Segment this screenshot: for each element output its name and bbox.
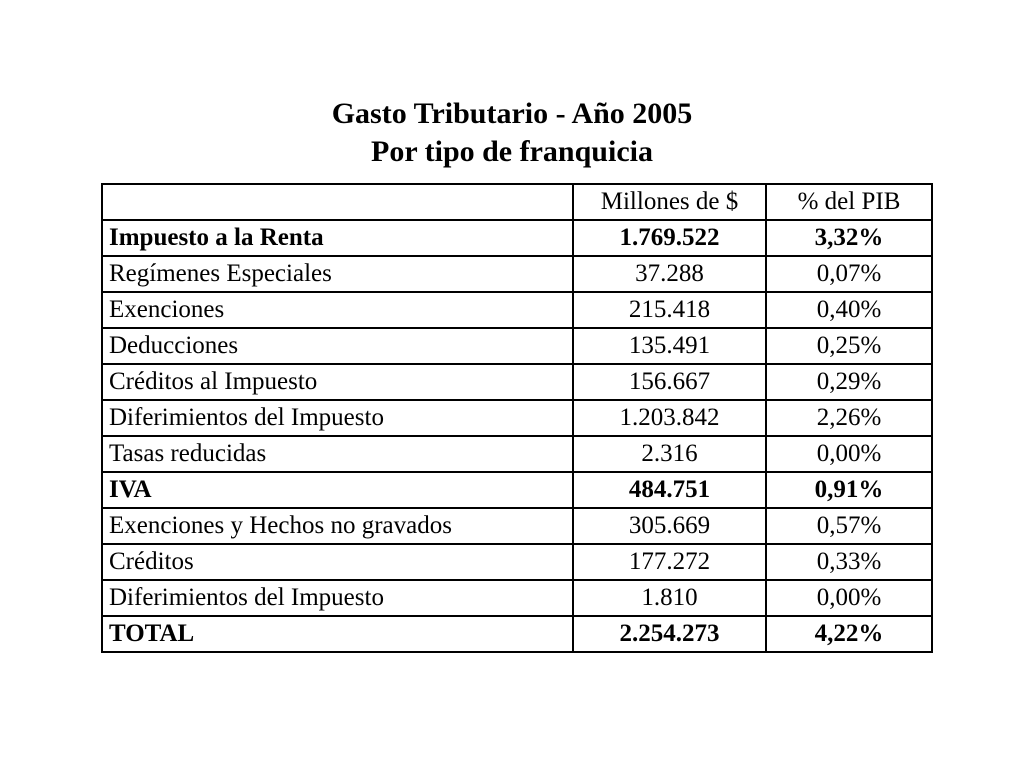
row-millones: 177.272: [573, 544, 766, 580]
table-row: [102, 580, 932, 616]
table-row: [102, 616, 932, 652]
row-millones: 305.669: [573, 508, 766, 544]
row-label: Impuesto a la Renta: [102, 220, 573, 256]
row-millones: 215.418: [573, 292, 766, 328]
row-label: IVA: [102, 472, 573, 508]
row-pib: 3,32%: [766, 220, 932, 256]
row-label: Créditos: [102, 544, 573, 580]
row-pib: 0,07%: [766, 256, 932, 292]
row-label: TOTAL: [102, 616, 573, 652]
row-millones: 1.203.842: [573, 400, 766, 436]
row-millones: 2.254.273: [573, 616, 766, 652]
row-pib: 4,22%: [766, 616, 932, 652]
row-millones: 1.769.522: [573, 220, 766, 256]
row-label: Diferimientos del Impuesto: [102, 400, 573, 436]
page-title: Gasto Tributario - Año 2005: [331, 97, 693, 130]
row-pib: 0,00%: [766, 580, 932, 616]
table-row: [102, 400, 932, 436]
row-label: Exenciones y Hechos no gravados: [102, 508, 573, 544]
row-pib: 0,00%: [766, 436, 932, 472]
row-pib: 2,26%: [766, 400, 932, 436]
table-row: [102, 220, 932, 256]
row-label: Exenciones: [102, 292, 573, 328]
row-label: Diferimientos del Impuesto: [102, 580, 573, 616]
row-millones: 156.667: [573, 364, 766, 400]
row-label: Créditos al Impuesto: [102, 364, 573, 400]
table-row: [102, 328, 932, 364]
row-pib: 0,29%: [766, 364, 932, 400]
table-header-row: [102, 184, 932, 220]
header-label: [102, 184, 573, 220]
tax-expenditure-table: [101, 183, 933, 653]
title-block: [0, 95, 1024, 171]
row-pib: 0,91%: [766, 472, 932, 508]
row-label: Tasas reducidas: [102, 436, 573, 472]
row-millones: 135.491: [573, 328, 766, 364]
row-millones: 37.288: [573, 256, 766, 292]
table-row: [102, 256, 932, 292]
row-millones: 1.810: [573, 580, 766, 616]
row-label: Deducciones: [102, 328, 573, 364]
table-body: [102, 220, 932, 652]
row-pib: 0,57%: [766, 508, 932, 544]
table-row: [102, 364, 932, 400]
row-millones: 2.316: [573, 436, 766, 472]
table-row: [102, 544, 932, 580]
table-row: [102, 508, 932, 544]
table-row: [102, 472, 932, 508]
row-pib: 0,33%: [766, 544, 932, 580]
header-pib: % del PIB: [766, 184, 932, 220]
table-row: [102, 292, 932, 328]
page-subtitle: Por tipo de franquicia: [371, 135, 653, 168]
row-millones: 484.751: [573, 472, 766, 508]
row-pib: 0,25%: [766, 328, 932, 364]
header-millones: Millones de $: [573, 184, 766, 220]
row-pib: 0,40%: [766, 292, 932, 328]
table-row: [102, 436, 932, 472]
row-label: Regímenes Especiales: [102, 256, 573, 292]
